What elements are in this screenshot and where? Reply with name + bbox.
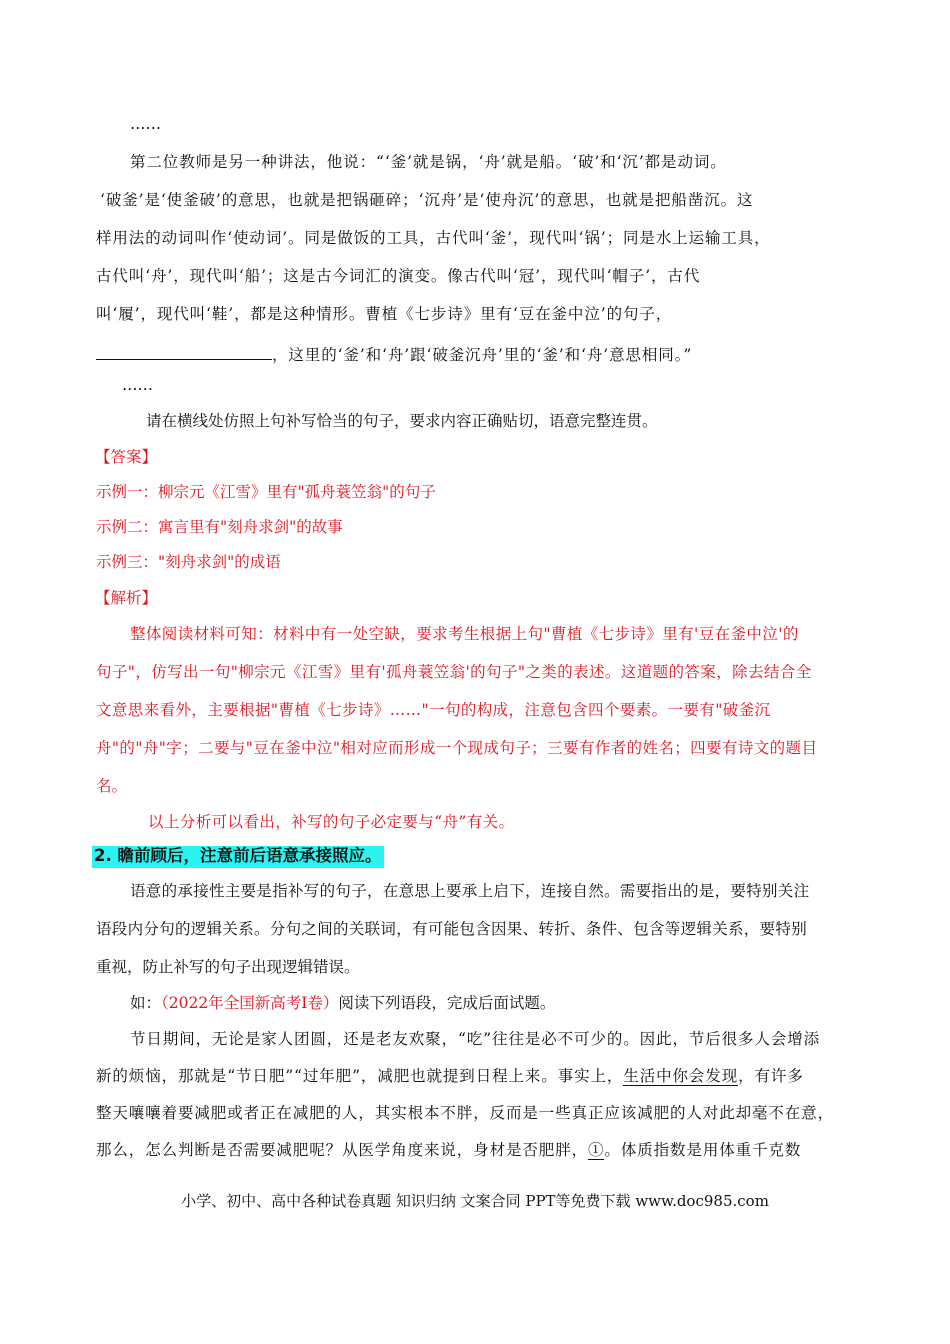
analysis-line: 句子"，仿写出一句"柳宗元《江雪》里有'孤舟蓑笠翁'的句子"之类的表述。这道题的答案，除去结合全 bbox=[96, 663, 812, 681]
passage-line bbox=[96, 1143, 801, 1159]
section-paragraph-line: 语段内分句的逻辑关系。分句之间的关联词，有可能包含因果、转折、条件、包含等逻辑关系，要特别 bbox=[96, 920, 808, 938]
passage-text: 那么，怎么判断是否需要减肥呢？从医学角度来说，身材是否肥胖， bbox=[96, 1141, 589, 1159]
answer-item: 示例一：柳宗元《江雪》里有"孤舟蓑笠翁"的句子 bbox=[96, 483, 436, 501]
analysis-line: 舟"的"舟"字；二要与"豆在釜中泣"相对应而形成一个现成句子；三要有作者的姓名；四要有诗文的题目 bbox=[96, 739, 818, 757]
ellipsis: …… bbox=[130, 115, 161, 133]
analysis-line: 文意思来看外，主要根据"曹植《七步诗》……"一句的构成，注意包含四个要素。一要有"破釜沉 bbox=[96, 701, 771, 719]
question-text: 请在横线处仿照上句补写恰当的句子，要求内容正确贴切，语意完整连贯。 bbox=[146, 412, 658, 430]
excerpt-line: ‘破釜’是‘使釜破’的意思，也就是把锅砸碎；‘沉舟’是‘使舟沉’的意思，也就是把船凿沉。这 bbox=[100, 191, 754, 209]
excerpt-line-tail: ，这里的‘釜’和‘舟’跟‘破釜沉舟’里的‘釜’和‘舟’意思相同。” bbox=[272, 346, 693, 364]
answer-heading: 【答案】 bbox=[95, 448, 158, 466]
analysis-heading: 【解析】 bbox=[95, 589, 158, 607]
section-heading: 2. 瞻前顾后，注意前后语意承接照应。 bbox=[92, 846, 384, 868]
excerpt-line: 叫‘履’，现代叫‘鞋’，都是这种情形。曹植《七步诗》里有‘豆在釜中泣’的句子， bbox=[96, 305, 673, 323]
passage-line bbox=[96, 1069, 804, 1085]
page-footer: 小学、初中、高中各种试卷真题 知识归纳 文案合同 PPT等免费下载 www.doc985.com bbox=[181, 1192, 769, 1210]
passage-text: 新的烦恼，那就是“节日肥”“过年肥”，减肥也就提到日程上来。事实上， bbox=[96, 1067, 624, 1085]
analysis-conclusion: 以上分析可以看出，补写的句子必定要与“舟”有关。 bbox=[148, 813, 515, 831]
passage-line: 整天嚷嚷着要减肥或者正在减肥的人，其实根本不胖，反而是一些真正应该减肥的人对此却毫不在意， bbox=[96, 1104, 835, 1122]
passage-text: ，有许多 bbox=[738, 1067, 804, 1085]
ellipsis: …… bbox=[122, 376, 153, 394]
numbered-blank[interactable]: ① bbox=[588, 1141, 605, 1159]
excerpt-line: 样用法的动词叫作‘使动词’。同是做饭的工具，古代叫‘釜’，现代叫‘锅’；同是水上运输工具， bbox=[96, 229, 771, 247]
excerpt-line: 古代叫‘舟’，现代叫‘船’；这是古今词汇的演变。像古代叫‘冠’，现代叫‘帽子’，古代 bbox=[96, 267, 701, 285]
example-suffix: 阅读下列语段，完成后面试题。 bbox=[338, 994, 556, 1012]
passage-line: 节日期间，无论是家人团圆，还是老友欢聚，“吃”往往是必不可少的。因此，节后很多人会增添 bbox=[130, 1030, 821, 1048]
example-source: （2022年全国新高考Ⅰ卷） bbox=[161, 994, 339, 1012]
underlined-phrase: 生活中你会发现 bbox=[623, 1067, 739, 1085]
analysis-line: 整体阅读材料可知：材料中有一处空缺，要求考生根据上句"曹植《七步诗》里有'豆在釜中泣'的 bbox=[130, 625, 799, 643]
fill-in-blank[interactable] bbox=[96, 345, 272, 360]
answer-item: 示例三："刻舟求剑"的成语 bbox=[96, 553, 281, 571]
passage-text: 。体质指数是用体重千克数 bbox=[604, 1141, 802, 1159]
excerpt-blank-line bbox=[96, 345, 692, 364]
section-paragraph-line: 重视，防止补写的句子出现逻辑错误。 bbox=[96, 958, 360, 976]
excerpt-line: 第二位教师是另一种讲法，他说：“‘釜’就是锅，‘舟’就是船。‘破’和‘沉’都是动词。 bbox=[130, 153, 727, 171]
example-line bbox=[130, 996, 555, 1012]
section-paragraph-line: 语意的承接性主要是指补写的句子，在意思上要承上启下，连接自然。需要指出的是，要特别关注 bbox=[130, 882, 810, 900]
answer-item: 示例二：寓言里有"刻舟求剑"的故事 bbox=[96, 518, 343, 536]
analysis-line: 名。 bbox=[96, 777, 128, 795]
example-prefix: 如： bbox=[130, 994, 162, 1012]
